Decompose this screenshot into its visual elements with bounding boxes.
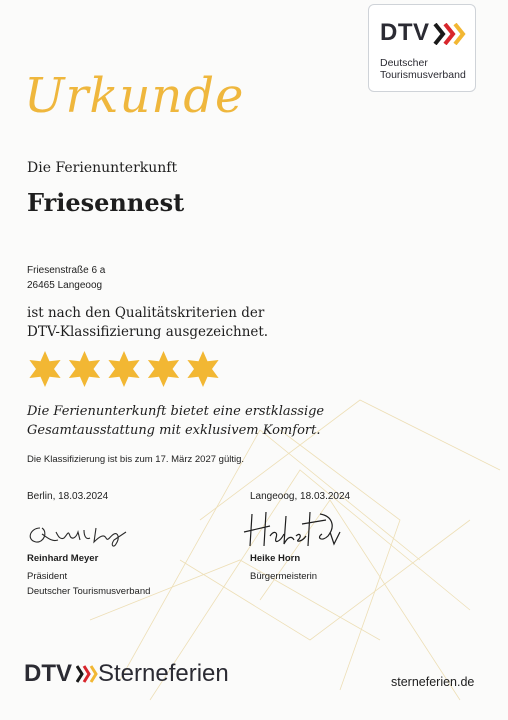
certificate-title: Urkunde [24, 68, 245, 124]
star-icon [148, 351, 179, 387]
footer-brand-name: Sterneferien [98, 660, 229, 687]
star-rating [26, 349, 226, 389]
star-icon [108, 351, 139, 387]
address-street: Friesenstraße 6 a [27, 265, 106, 276]
star-icon [69, 351, 100, 387]
property-name: Friesennest [27, 188, 185, 217]
logo-org-line2: Tourismusverband [380, 69, 466, 81]
validity-note: Die Klassifizierung ist bis zum 17. März 2027 gültig. [27, 454, 245, 465]
footer-brand-abbreviation: DTV [24, 660, 72, 687]
classification-statement [27, 304, 268, 342]
statement-line2: DTV-Klassifizierung ausgezeichnet. [27, 324, 269, 340]
signatory-1-role [27, 569, 150, 599]
signatory-2-role-line1: Bürgermeisterin [250, 571, 318, 582]
star-icon [29, 351, 60, 387]
signatory-1-name: Reinhard Meyer [27, 553, 99, 564]
signatory-2-name: Heike Horn [250, 553, 301, 564]
subtitle: Die Ferienunterkunft [27, 160, 178, 176]
footer-url: sterneferien.de [391, 675, 475, 689]
logo-abbreviation: DTV [380, 19, 430, 46]
description-line2: Gesamtausstattung mit exklusivem Komfort. [27, 423, 321, 438]
signatory-2-place-date: Langeoog, 18.03.2024 [250, 491, 351, 502]
description-line1: Die Ferienunterkunft bietet eine erstklassige [27, 404, 325, 419]
signature-2 [240, 506, 350, 552]
address [27, 263, 105, 293]
signatory-1-role-line1: Präsident [27, 571, 68, 582]
signatory-1-role-line2: Deutscher Tourismusverband [27, 586, 151, 597]
description [27, 402, 324, 440]
signatory-1-place-date: Berlin, 18.03.2024 [27, 491, 109, 502]
signatory-2-role [250, 569, 317, 584]
statement-line1: ist nach den Qualitätskriterien der [27, 305, 265, 321]
signature-1 [22, 518, 132, 550]
star-icon [187, 351, 218, 387]
dtv-logo [368, 4, 476, 92]
logo-org-name [380, 57, 466, 81]
footer-chevron-icon [76, 665, 98, 683]
logo-org-line1: Deutscher [380, 57, 428, 69]
address-city: 26465 Langeoog [27, 280, 103, 291]
chevron-logo-icon [433, 23, 467, 45]
